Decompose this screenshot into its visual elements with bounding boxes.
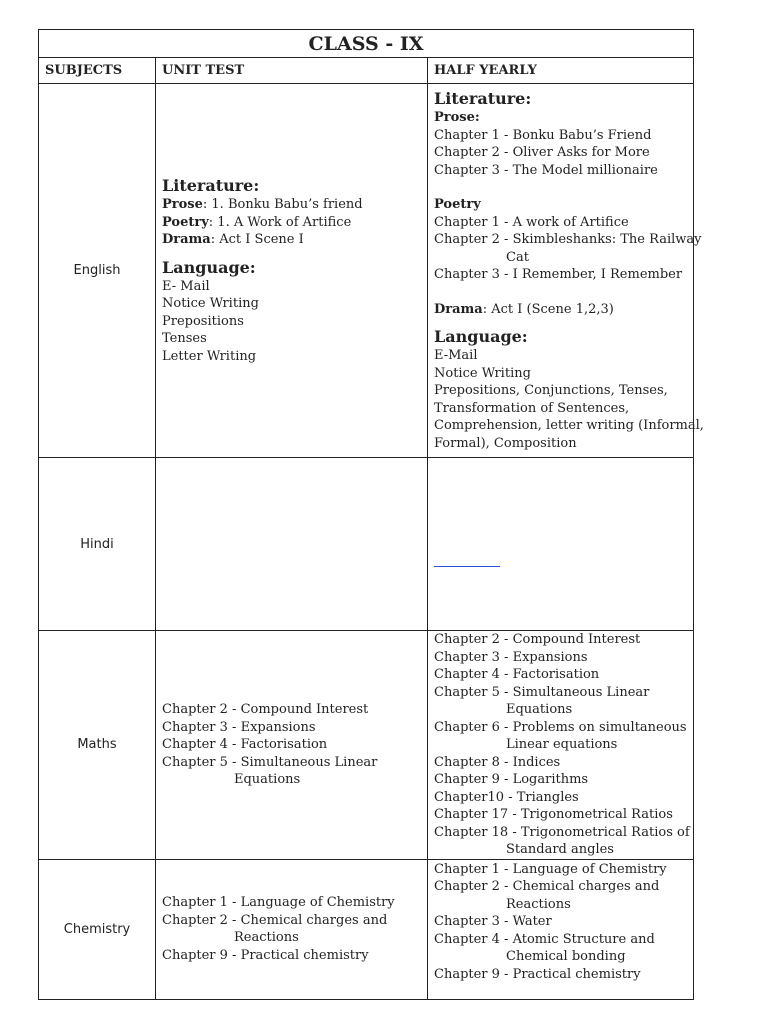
syllabus-table xyxy=(38,29,704,1000)
hindi-half-yearly xyxy=(428,458,694,631)
section-heading: Language: xyxy=(162,257,256,277)
subject-english: English xyxy=(39,84,156,458)
header-half-yearly: HALF YEARLY xyxy=(428,58,694,84)
list-item: Chapter 9 - Practical chemistry xyxy=(162,947,369,963)
list-item: Chapter 18 - Trigonometrical Ratios of xyxy=(434,824,690,840)
drama-label: Drama xyxy=(434,301,483,317)
prose-label: Prose xyxy=(162,197,203,212)
list-item: Equations xyxy=(234,772,301,787)
section-heading: Literature: xyxy=(162,176,260,195)
list-item: Notice Writing xyxy=(162,296,259,311)
list-item: Chapter 2 - Skimbleshanks: The Railway xyxy=(434,232,702,247)
list-item: Chapter 3 - The Model millionaire xyxy=(434,162,658,178)
list-item: Cat xyxy=(506,249,529,265)
list-item: Chapter 3 - Expansions xyxy=(162,719,316,735)
list-item: Chapter 8 - Indices xyxy=(434,754,561,770)
list-item: Equations xyxy=(506,702,573,717)
section-heading: Language: xyxy=(434,327,528,346)
list-item: Transformation of Sentences, xyxy=(434,400,630,416)
maths-half-yearly xyxy=(428,631,694,860)
subject-hindi: Hindi xyxy=(39,458,156,631)
list-item: Chapter 2 - Compound Interest xyxy=(434,632,641,647)
table-row-maths xyxy=(39,631,694,860)
list-item: Chapter 3 - Water xyxy=(434,914,552,929)
list-item: Chapter 1 - Bonku Babu’s Friend xyxy=(434,127,652,143)
list-item: Reactions xyxy=(506,896,571,912)
chemistry-unit-test xyxy=(156,859,428,999)
list-item: Chapter 17 - Trigonometrical Ratios xyxy=(434,807,673,822)
chemistry-half-yearly xyxy=(428,859,694,999)
list-item: Chapter 1 - A work of Artifice xyxy=(434,214,629,230)
subject-maths: Maths xyxy=(39,631,156,860)
list-item: Prepositions, Conjunctions, Tenses, xyxy=(434,383,668,398)
drama-text: : Act I Scene I xyxy=(210,232,304,247)
hindi-unit-test xyxy=(156,458,428,631)
table-title: CLASS - IX xyxy=(39,30,694,58)
poetry-label: Poetry xyxy=(434,197,481,212)
list-item: E-Mail xyxy=(434,348,478,363)
list-item: Chapter 2 - Compound Interest xyxy=(162,702,369,717)
table-row-hindi xyxy=(39,458,694,631)
list-item: Chapter 3 - Expansions xyxy=(434,649,588,665)
subject-chemistry: Chemistry xyxy=(39,859,156,999)
list-item: Reactions xyxy=(234,930,299,945)
list-item: Prepositions xyxy=(162,313,244,329)
list-item: Chapter 9 - Practical chemistry xyxy=(434,966,641,982)
english-half-yearly xyxy=(428,84,704,458)
poetry-label: Poetry xyxy=(162,214,209,230)
list-item: Chapter 4 - Factorisation xyxy=(162,737,328,752)
drama-text: : Act I (Scene 1,2,3) xyxy=(482,301,614,317)
prose-label: Prose: xyxy=(434,110,480,125)
list-item: Notice Writing xyxy=(434,365,531,381)
list-item: Chapter 3 - I Remember, I Remember xyxy=(434,267,683,282)
list-item: Chapter 5 - Simultaneous Linear xyxy=(434,684,650,700)
list-item: Chapter10 - Triangles xyxy=(434,789,579,805)
list-item: Linear equations xyxy=(506,737,618,752)
list-item: E- Mail xyxy=(162,278,210,294)
table-row-chemistry xyxy=(39,859,694,999)
list-item: Chapter 2 - Chemical charges and xyxy=(434,879,660,894)
poetry-text: : 1. A Work of Artifice xyxy=(208,214,352,230)
list-item: Standard angles xyxy=(506,842,614,857)
prose-text: : 1. Bonku Babu’s friend xyxy=(202,197,363,212)
hyperlink-underline[interactable] xyxy=(434,566,500,567)
header-subjects: SUBJECTS xyxy=(39,58,156,84)
list-item: Chapter 1 - Language of Chemistry xyxy=(162,895,395,910)
list-item: Formal), Composition xyxy=(434,435,577,451)
list-item: Tenses xyxy=(162,331,207,346)
list-item: Chapter 9 - Logarithms xyxy=(434,772,589,787)
header-unit-test: UNIT TEST xyxy=(156,58,428,84)
list-item: Chapter 2 - Chemical charges and xyxy=(162,912,388,928)
maths-unit-test xyxy=(156,631,428,860)
list-item: Chemical bonding xyxy=(506,949,626,964)
section-heading: Literature: xyxy=(434,89,532,108)
drama-label: Drama xyxy=(162,232,211,247)
list-item: Letter Writing xyxy=(162,348,257,364)
table-row-english xyxy=(39,84,694,458)
list-item: Chapter 2 - Oliver Asks for More xyxy=(434,145,650,160)
list-item: Chapter 4 - Atomic Structure and xyxy=(434,931,655,947)
list-item: Chapter 5 - Simultaneous Linear xyxy=(162,754,378,770)
list-item: Chapter 4 - Factorisation xyxy=(434,667,600,682)
list-item: Chapter 1 - Language of Chemistry xyxy=(434,861,667,877)
english-unit-test xyxy=(156,84,428,458)
list-item: Chapter 6 - Problems on simultaneous xyxy=(434,719,687,735)
list-item: Comprehension, letter writing (Informal, xyxy=(434,418,704,433)
